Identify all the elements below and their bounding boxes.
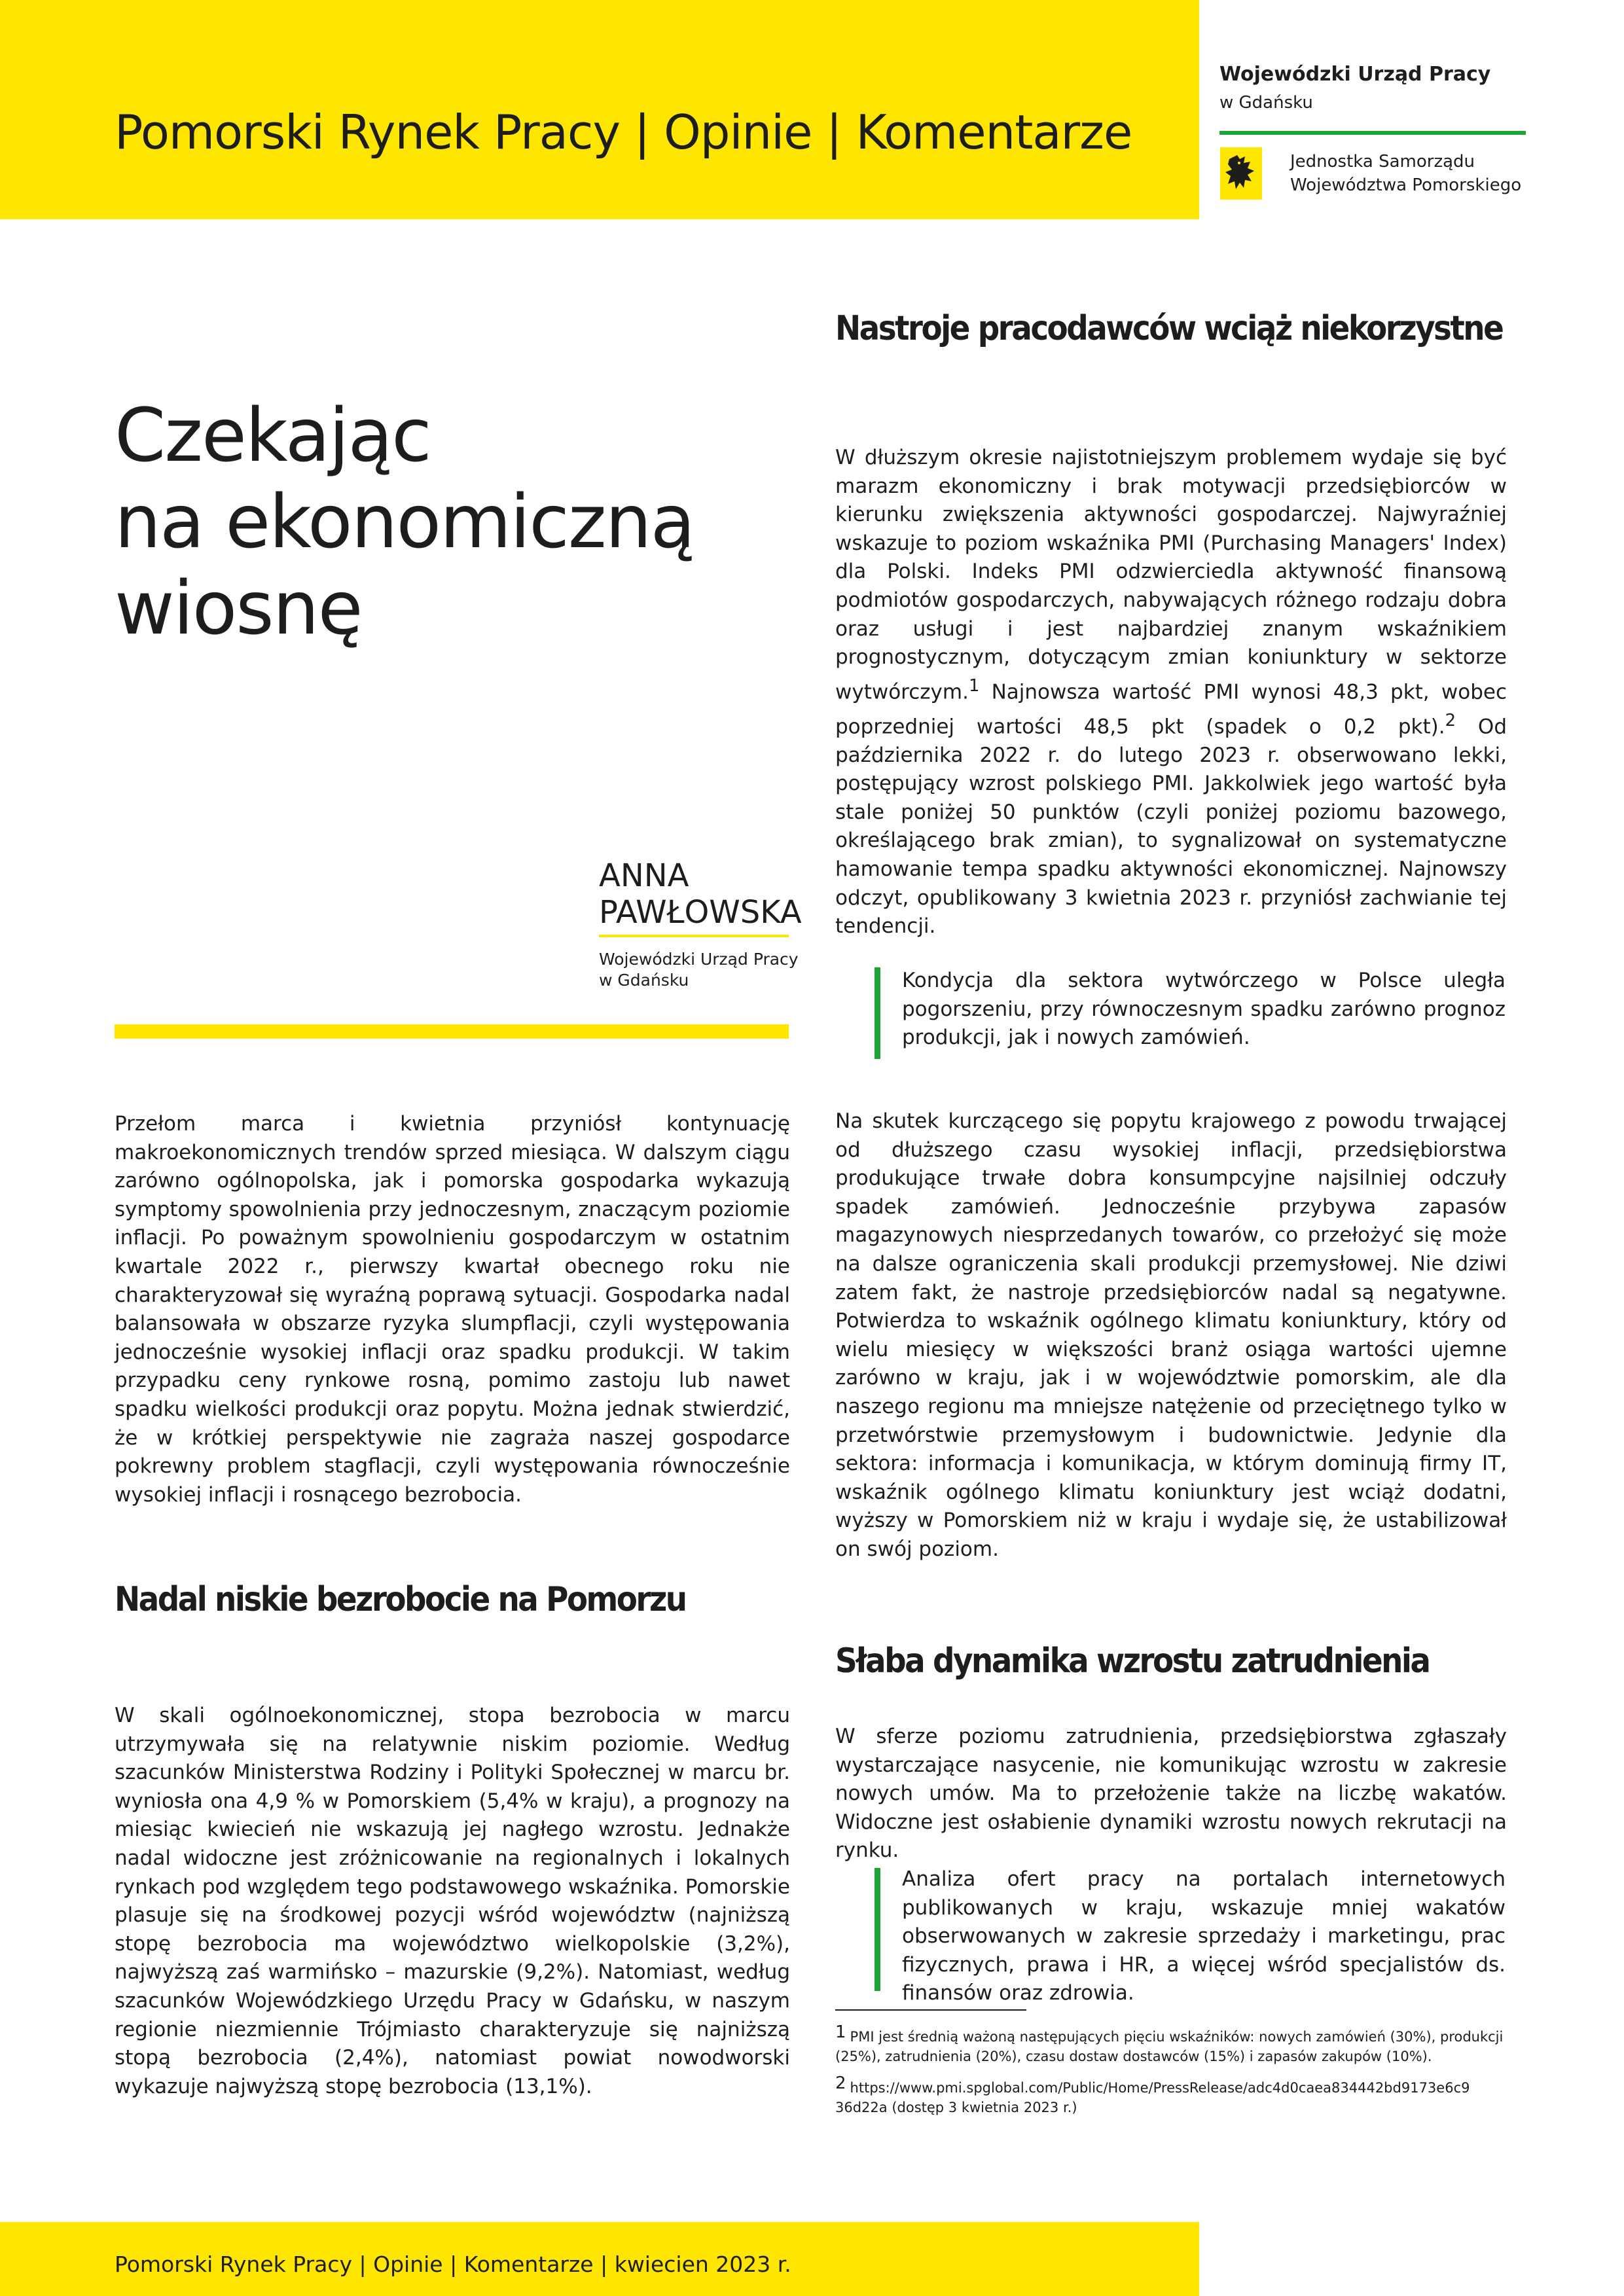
section-heading-nastroje: Nastroje pracodawców wciąż niekorzystne bbox=[835, 309, 1503, 348]
paragraph-pmi bbox=[835, 444, 1507, 941]
org-name: Wojewódzki Urząd Pracy bbox=[1219, 63, 1491, 86]
paragraph-pmi-part1: W dłuższym okresie najistotniejszym problemem wydaje się być marazm ekonomiczny i brak motywacji przedsiębiorców w kierunku zwiększenia aktywności gospodarczej. Najwyraźniej wskazuje to poziom wskaźnika PMI (Purchasing Managers' Index) dla Polski. Indeks PMI odzwierciedla aktywność finansową podmiotów gospodarczych, nabywających różnego rodzaju dobra oraz usługi i jest najbardziej znanym wskaźnikiem prognostycznym, dotyczącym zmian koniunktury w sektorze wytwórczym. bbox=[835, 446, 1507, 704]
paragraph-popyt: Na skutek kurczącego się popytu krajowego z powodu trwającej od dłuższego czasu wysokiej inflacji, przedsiębiorstwa produkujące trwałe dobra konsumpcyjne najsilniej odczuły spadek zamówień. Jednocześnie przybywa zapasów magazynowych niesprzedanych towarów, co przełożyć się może na dalsze ograniczenia skali produkcji przemysłowej. Nie dziwi zatem fakt, że nastroje przedsiębiorców nadal są negatywne. Potwierdza to wskaźnik ogólnego klimatu koniunktury, który od wielu miesięcy w większości branż osiąga wartości ujemne zarówno w kraju, jak i w województwie pomorskim, ale dla naszego regionu ma mniejsze natężenie od przeciętnego tylko w przetwórstwie przemysłowym i budownictwie. Jedynie dla sektora: informacja i komunikacja, w którym dominują firmy IT, wskaźnik ogólnego klimatu koniunktury jest wciąż dodatni, wyższy w Pomorskiem niż w kraju i wydaje się, że ustabilizował on swój poziom. bbox=[835, 1109, 1507, 1561]
footnote-number: 2 bbox=[835, 2073, 846, 2093]
pull-quote-wytworczy: Kondycja dla sektora wytwórczego w Polsce uległa pogorszeniu, przy równoczesnym spadku zarówno prognoz produkcji, jak i nowych zamówień. bbox=[902, 969, 1506, 1050]
paragraph-pmi-part3: Od października 2022 r. do lutego 2023 r. obserwowano lekki, postępujący wzrost polskiego PMI. Jakkolwiek jego wartość była stale poniżej 50 punktów (czyli poniżej poziomu bazowego, określającego brak zmian), to sygnalizował on systematyczne hamowanie tempa spadku aktywności ekonomicznej. Najnowszy odczyt, opublikowany 3 kwietnia 2023 r. przyniósł zachwianie tej tendencji. bbox=[835, 715, 1507, 939]
article-title-line: Czekając bbox=[115, 393, 431, 478]
footnote-text: PMI jest średnią ważoną następujących pięciu wskaźników: nowych zamówień (30%), produkcji (25%), zatrudnienia (20%), czasu dostaw dostawców (15%) i zapasów zakupów (10%). bbox=[835, 2029, 1504, 2064]
quote-bar bbox=[875, 967, 880, 1059]
author-first-name: ANNA bbox=[599, 857, 689, 894]
paragraph-bezrobocie: W skali ogólnoekonomicznej, stopa bezrobocia w marcu utrzymywała się na relatywnie niskim poziomie. Według szacunków Ministerstwa Rodziny i Polityki Społecznej w marcu br. wyniosła ona 4,9 % w Pomorskiem (5,4% w kraju), a prognozy na miesiąc kwiecień nie wskazują jej nagłego wzrostu. Jednakże nadal widoczne jest zróżnicowanie na regionalnych i lokalnych rynkach pod względem tego podstawowego wskaźnika. Pomorskie plasuje się na środkowej pozycji wśród województw (najniższą stopę bezrobocia ma województwo wielkopolskie (3,2%), najwyższą zaś warmińsko – mazurskie (9,2%). Natomiast, według szacunków Wojewódzkiego Urzędu Pracy w Gdańsku, w naszym regionie niezmiennie Trójmiasto charakteryzuje się najniższą stopą bezrobocia (2,4%), natomiast powiat nowodworski wykazuje najwyższą stopę bezrobocia (13,1%). bbox=[115, 1704, 790, 2098]
footnote-divider bbox=[835, 2009, 1026, 2011]
paragraph-zatrudnienie: W sferze poziomu zatrudnienia, przedsiębiorstwa zgłaszały wystarczające nasycenie, nie komunikując wzrostu w zakresie nowych umów. Ma to przełożenie także na liczbę wakatów. Widoczne jest osłabienie dynamiki wzrostu nowych rekrutacji na rynku. bbox=[835, 1725, 1507, 1863]
article-title-line: na ekonomiczną bbox=[115, 480, 695, 565]
author-name bbox=[599, 857, 802, 931]
pull-quote-oferty: Analiza ofert pracy na portalach internetowych publikowanych w kraju, wskazuje mniej wakatów obserwowanych w zakresie sprzedaży i marketingu, prac fizycznych, prawa i HR, a więcej wśród specjalistów ds. finansów oraz zdrowia. bbox=[902, 1867, 1506, 2005]
author-org-line: Wojewódzki Urząd Pracy bbox=[599, 950, 799, 969]
author-last-name: PAWŁOWSKA bbox=[599, 894, 802, 931]
author-affiliation bbox=[599, 949, 799, 991]
footnote-ref-1[interactable]: 1 bbox=[968, 675, 980, 696]
article-title-line: wiosnę bbox=[115, 566, 362, 651]
footnote-link[interactable]: https://www.pmi.spglobal.com/Public/Home/PressRelease/adc4d0caea834442bd9173e6c9 36d22a (dostęp 3 kwietnia 2023 r.) bbox=[835, 2080, 1470, 2115]
section-heading-bezrobocie: Nadal niskie bezrobocie na Pomorzu bbox=[115, 1580, 686, 1619]
pomeranian-griffin-crest-icon bbox=[1220, 147, 1262, 200]
article-title bbox=[115, 393, 694, 652]
section-heading-zatrudnienie: Słaba dynamika wzrostu zatrudnienia bbox=[835, 1641, 1430, 1681]
author-divider bbox=[599, 935, 789, 937]
footnote-ref-2[interactable]: 2 bbox=[1445, 710, 1456, 730]
footnote-number: 1 bbox=[835, 2022, 846, 2042]
footnote-2 bbox=[835, 2073, 1509, 2117]
paragraph-pmi-part2: Najnowsza wartość PMI wynosi 48,3 pkt, wobec poprzedniej wartości 48,5 pkt (spadek o 0,2 pkt). bbox=[835, 680, 1507, 738]
publication-title: Pomorski Rynek Pracy | Opinie | Komentarze bbox=[115, 105, 1132, 160]
org-divider bbox=[1219, 131, 1526, 135]
footer-text: Pomorski Rynek Pracy | Opinie | Komentarze | kwiecien 2023 r. bbox=[115, 2251, 791, 2277]
jst-label-line1: Jednostka Samorządu bbox=[1290, 152, 1475, 171]
author-org-line: w Gdańsku bbox=[599, 971, 689, 990]
title-accent-bar bbox=[115, 1024, 789, 1039]
paragraph-intro: Przełom marca i kwietnia przyniósł kontynuację makroekonomicznych trendów sprzed miesiąca. W dalszym ciągu zarówno ogólnopolska, jak i pomorska gospodarka wykazują symptomy spowolnienia przy jednoczesnym, znaczącym poziomie inflacji. Po poważnym spowolnieniu gospodarczym w ostatnim kwartale 2022 r., pierwszy kwartał obecnego roku nie charakteryzował się wyraźną poprawą sytuacji. Gospodarka nadal balansowała w obszarze ryzyka slumpflacji, czyli występowania jednocześnie wysokiej inflacji oraz spadku produkcji. W takim przypadku ceny rynkowe rosną, pomimo zastoju lub nawet spadku wielkości produkcji oraz popytu. Można jednak stwierdzić, że w krótkiej perspektywie nie zagraża naszej gospodarce pokrewny problem stagflacji, czyli występowania równocześnie wysokiej inflacji i rosnącego bezrobocia. bbox=[115, 1112, 790, 1507]
quote-bar bbox=[875, 1868, 880, 1991]
footnote-1 bbox=[835, 2022, 1509, 2066]
jst-label-line2: Województwa Pomorskiego bbox=[1290, 175, 1522, 195]
org-city: w Gdańsku bbox=[1219, 93, 1313, 113]
